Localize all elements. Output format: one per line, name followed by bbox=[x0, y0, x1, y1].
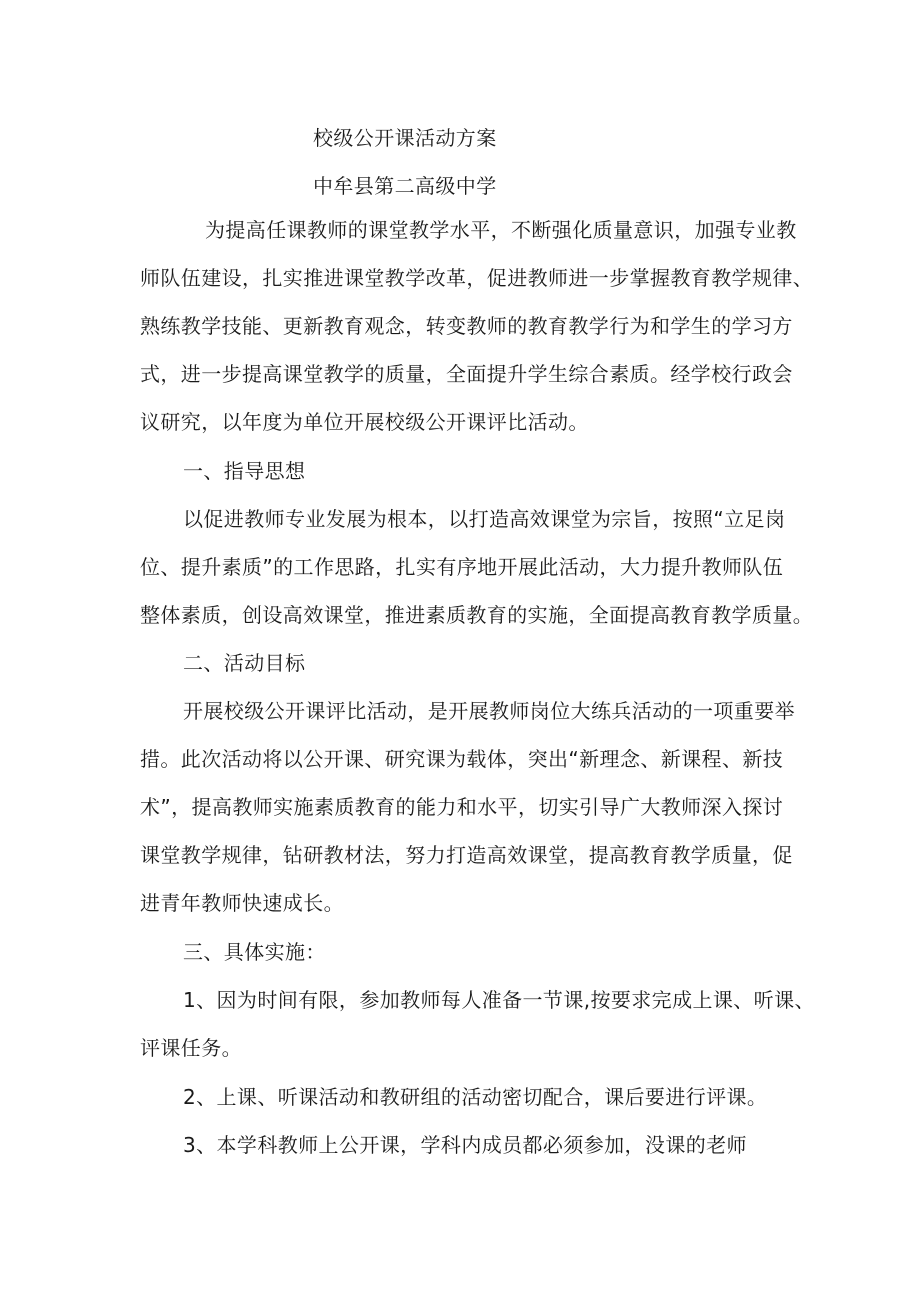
intro-line: 议研究，以年度为单位开展校级公开课评比活动。 bbox=[140, 410, 589, 434]
intro-line: 熟练教学技能、更新教育观念，转变教师的教育教学行为和学生的学习方 bbox=[140, 314, 793, 338]
intro-line: 为提高任课教师的课堂教学水平，不断强化质量意识，加强专业教 bbox=[205, 218, 797, 242]
paragraph-line: 进青年教师快速成长。 bbox=[140, 891, 344, 915]
paragraph-line: 措。此次活动将以公开课、研究课为载体，突出“新理念、新课程、新技 bbox=[140, 747, 784, 771]
list-item-line: 3、本学科教师上公开课，学科内成员都必须参加，没课的老师 bbox=[183, 1133, 747, 1157]
paragraph-line: 位、提升素质”的工作思路，扎实有序地开展此活动，大力提升教师队伍 bbox=[140, 555, 784, 579]
list-item-line: 1、因为时间有限，参加教师每人准备一节课,按要求完成上课、听课、 bbox=[183, 988, 815, 1012]
paragraph-line: 开展校级公开课评比活动，是开展教师岗位大练兵活动的一项重要举 bbox=[183, 699, 795, 723]
section-heading: 一、指导思想 bbox=[183, 459, 306, 483]
school-name: 中牟县第二高级中学 bbox=[313, 174, 497, 198]
section-heading: 二、活动目标 bbox=[183, 651, 306, 675]
paragraph-line: 课堂教学规律，钻研教材法，努力打造高效课堂，提高教育教学质量，促 bbox=[140, 843, 793, 867]
intro-line: 师队伍建设，扎实推进课堂教学改革，促进教师进一步掌握教育教学规律、 bbox=[140, 266, 814, 290]
list-item-line: 评课任务。 bbox=[140, 1036, 242, 1060]
intro-line: 式，进一步提高课堂教学的质量，全面提升学生综合素质。经学校行政会 bbox=[140, 362, 793, 386]
section-heading: 三、具体实施： bbox=[183, 940, 326, 964]
paragraph-line: 整体素质，创设高效课堂，推进素质教育的实施，全面提高教育教学质量。 bbox=[140, 603, 814, 627]
paragraph-line: 以促进教师专业发展为根本，以打造高效课堂为宗旨，按照“立足岗 bbox=[183, 507, 786, 531]
document-title: 校级公开课活动方案 bbox=[313, 126, 497, 150]
list-item-line: 2、上课、听课活动和教研组的活动密切配合，课后要进行评课。 bbox=[183, 1085, 768, 1109]
paragraph-line: 术”，提高教师实施素质教育的能力和水平，切实引导广大教师深入探讨 bbox=[140, 795, 784, 819]
